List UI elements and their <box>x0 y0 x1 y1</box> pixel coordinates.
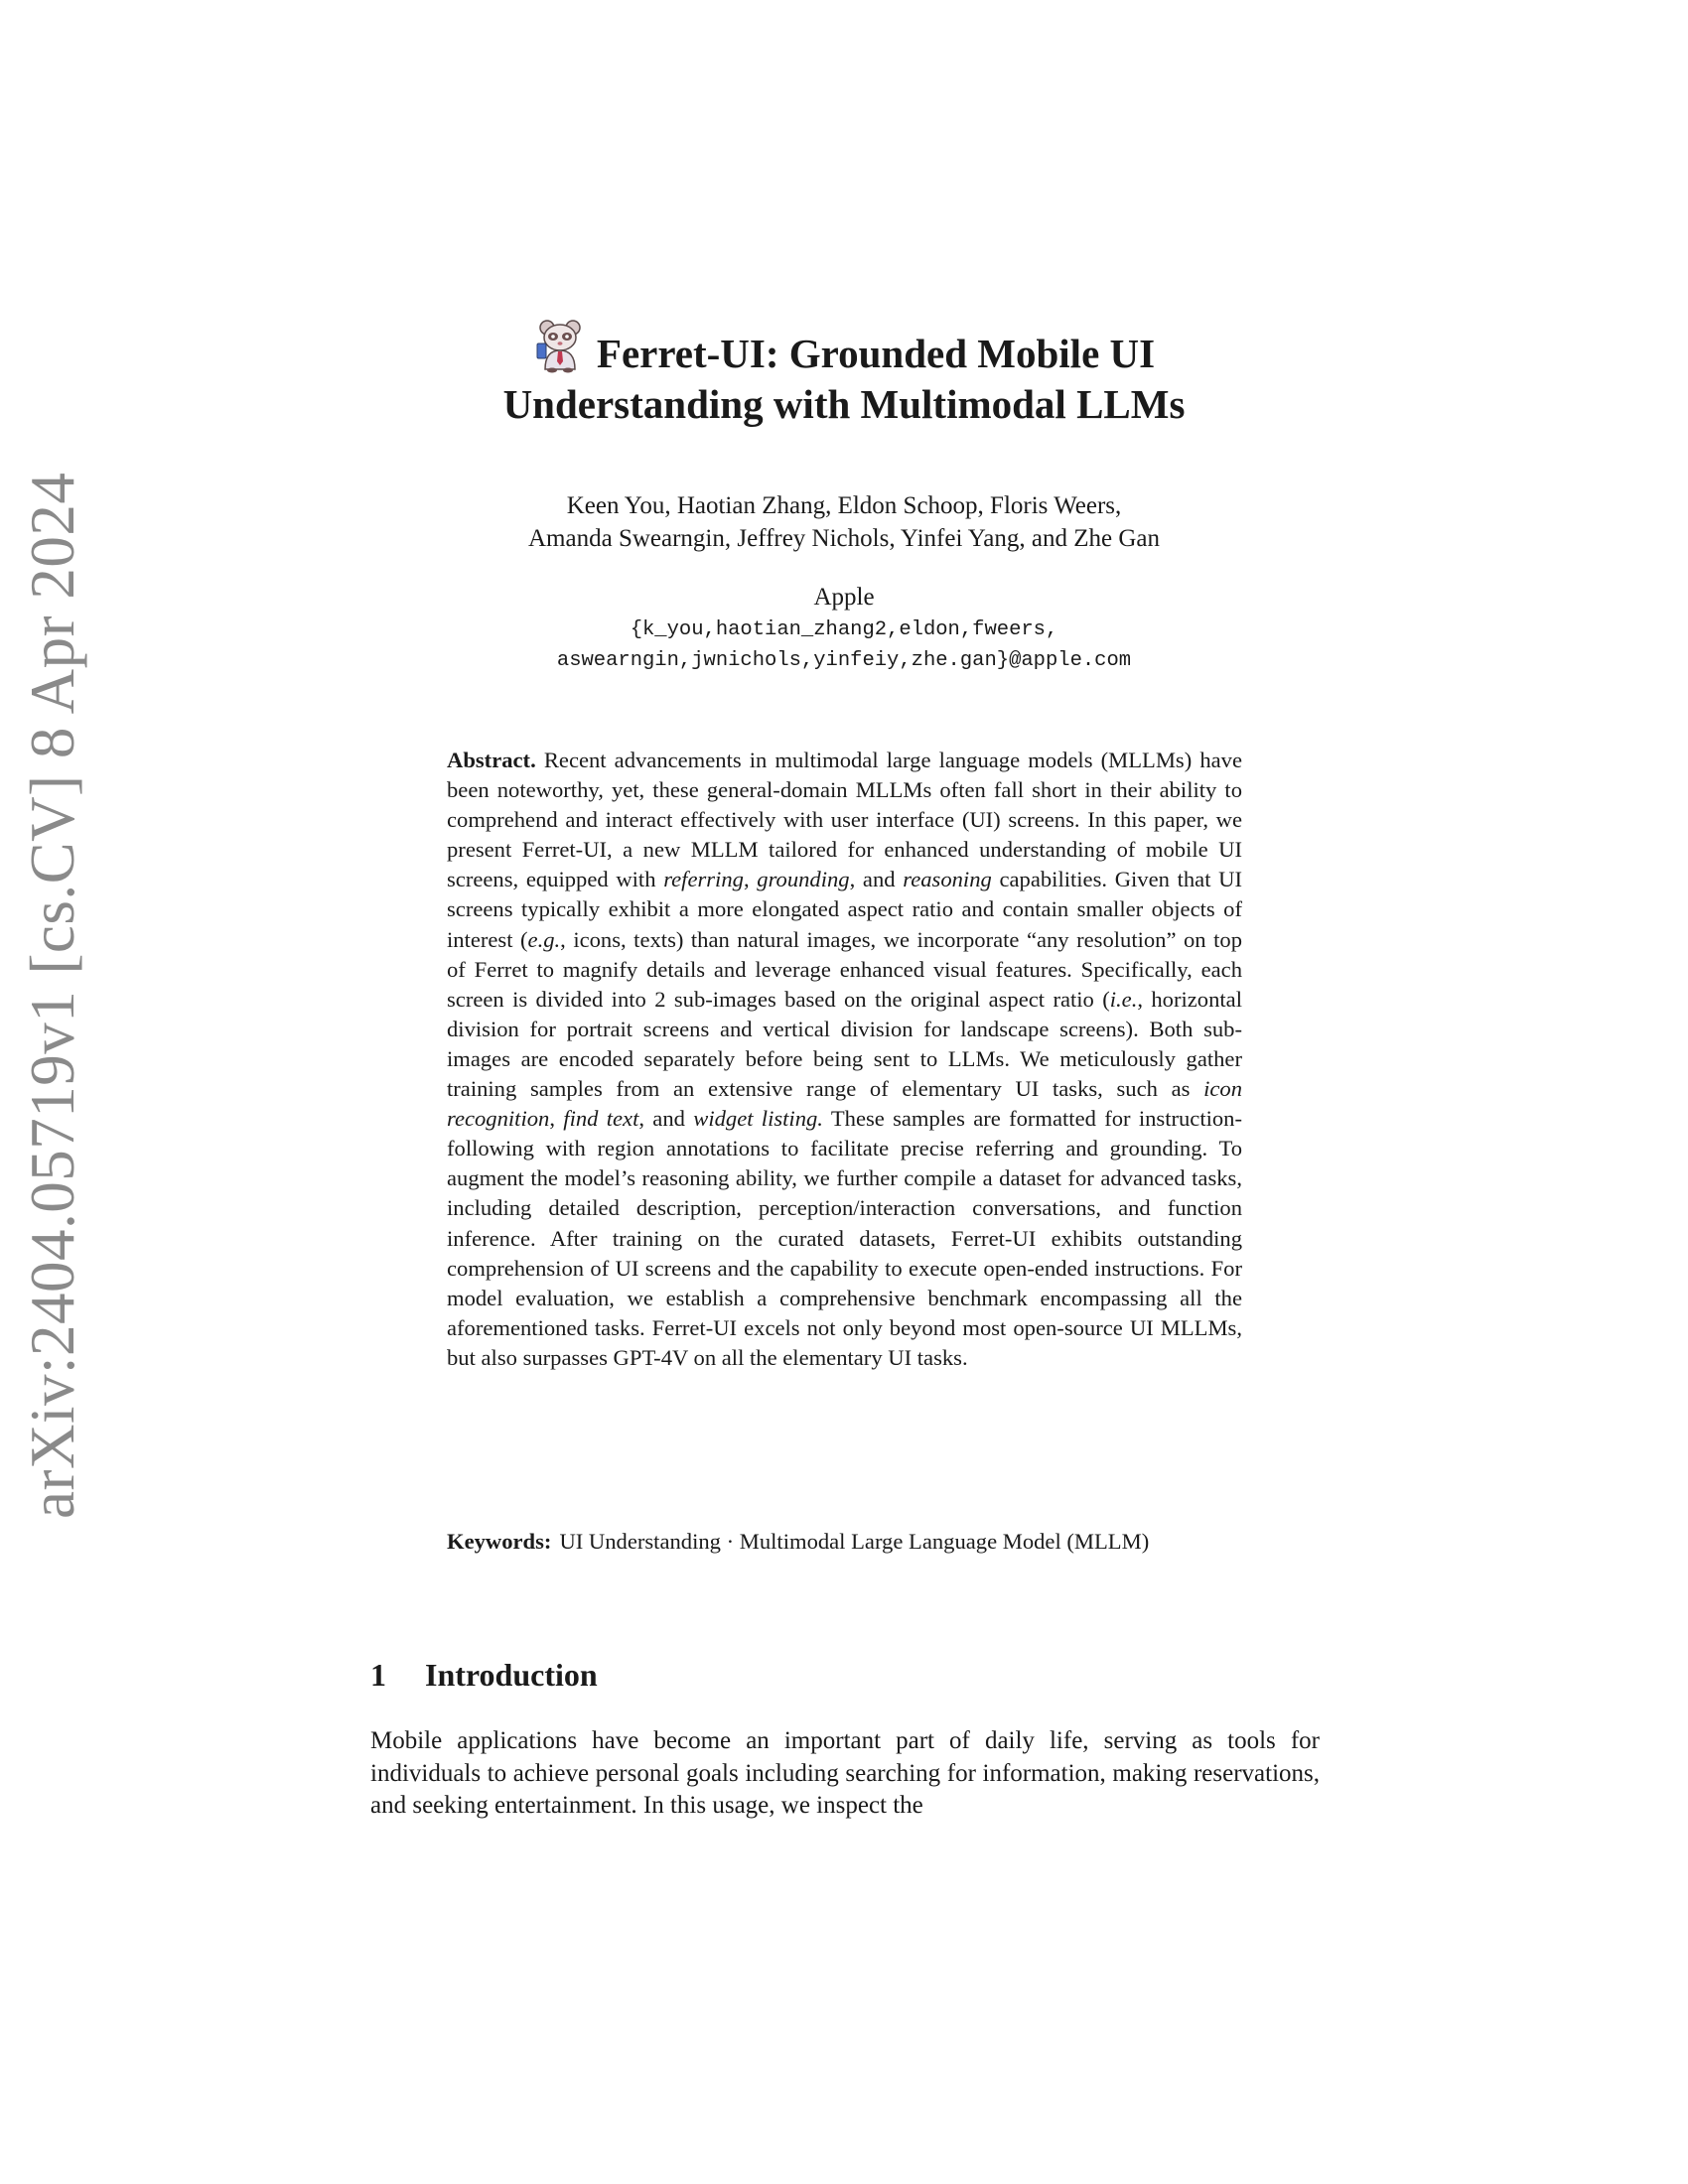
email-line-1: {k_you,haotian_zhang2,eldon,fweers, <box>630 618 1058 641</box>
section-number: 1 <box>370 1657 386 1693</box>
section-title: Introduction <box>425 1657 598 1693</box>
section-heading-introduction <box>370 1655 598 1695</box>
abstract-text-2: capabilities. Given that UI screens typically exhibit a more elongated aspect ratio and contain smaller objects of interest ( <box>447 867 1243 952</box>
abstract-sep-2: , and <box>849 867 896 892</box>
abstract-sep-3: , <box>549 1106 555 1132</box>
keywords-text: UI Understanding · Multimodal Large Language Model (MLLM) <box>559 1529 1150 1554</box>
email-line-2: aswearngin,jwnichols,yinfeiy,zhe.gan}@apple.com <box>556 649 1132 672</box>
abstract-sep-4: , and <box>638 1106 685 1132</box>
keywords <box>447 1527 1261 1557</box>
title-line-2: Understanding with Multimodal LLMs <box>502 381 1186 427</box>
author-list <box>0 489 1688 555</box>
abstract-text-5: These samples are formatted for instruction-following with region annotations to facilitate precise referring and grounding. To augment the model’s reasoning ability, we further compile a dataset for advanced tasks, including detailed description, perception/interaction conversations, and function inference. After training on the curated datasets, Ferret-UI exhibits outstanding comprehension of UI screens and the capability to execute open-ended instructions. For model evaluation, we establish a comprehensive benchmark encompassing all the aforementioned tasks. Ferret-UI excels not only beyond most open-source UI MLLMs, but also surpasses GPT-4V on all the elementary UI tasks. <box>447 1106 1243 1370</box>
abstract-emph-find-text: find text <box>563 1106 639 1132</box>
arxiv-stamp: arXiv:2404.05719v1 [cs.CV] 8 Apr 2024 <box>18 472 87 1519</box>
abstract <box>447 746 1242 1373</box>
author-line-1: Keen You, Haotian Zhang, Eldon Schoop, Floris Weers, <box>566 492 1122 519</box>
title-block <box>0 318 1688 430</box>
paper-title <box>0 318 1688 430</box>
ferret-mascot-icon <box>533 318 587 373</box>
abstract-text-4: , horizontal division for portrait screens and vertical division for landscape screens). Both sub-images are encoded separately before being sent to LLMs. We meticulously gather training samples from an extensive range of elementary UI tasks, such as <box>447 986 1242 1102</box>
abstract-sep-1: , <box>743 867 750 892</box>
introduction-paragraph: Mobile applications have become an important part of daily life, serving as tools for individuals to achieve personal goals including searching for information, making reservations, and seeking entertainment. In this usage, we inspect the <box>370 1727 1320 1819</box>
abstract-emph-ie: i.e. <box>1109 986 1138 1012</box>
title-line-1: Ferret-UI: Grounded Mobile UI <box>596 331 1156 376</box>
abstract-emph-eg: e.g. <box>527 926 561 952</box>
abstract-text-3: , icons, texts) than natural images, we incorporate “any resolution” on top of Ferret to magnify details and leverage enhanced visual features. Specifically, each screen is divided into 2 sub-images based on the original aspect ratio ( <box>447 926 1242 1012</box>
author-emails <box>0 614 1688 676</box>
abstract-emph-icon-recognition: icon recognition <box>447 1076 1242 1132</box>
abstract-label: Abstract. <box>447 748 536 772</box>
abstract-emph-referring: referring <box>663 867 744 892</box>
abstract-emph-reasoning: reasoning <box>903 867 992 892</box>
abstract-text-1: Recent advancements in multimodal large language models (MLLMs) have been noteworthy, yet, these general-domain MLLMs often fall short in their ability to comprehend and interact effectively with user interface (UI) screens. In this paper, we present Ferret-UI, a new MLLM tailored for enhanced understanding of mobile UI screens, equipped with <box>447 748 1242 892</box>
author-line-2: Amanda Swearngin, Jeffrey Nichols, Yinfei Yang, and Zhe Gan <box>528 525 1160 552</box>
abstract-emph-widget-listing: widget listing. <box>693 1106 823 1132</box>
affiliation: Apple <box>813 584 875 611</box>
abstract-emph-grounding: grounding <box>757 867 850 892</box>
keywords-label: Keywords: <box>447 1529 552 1554</box>
